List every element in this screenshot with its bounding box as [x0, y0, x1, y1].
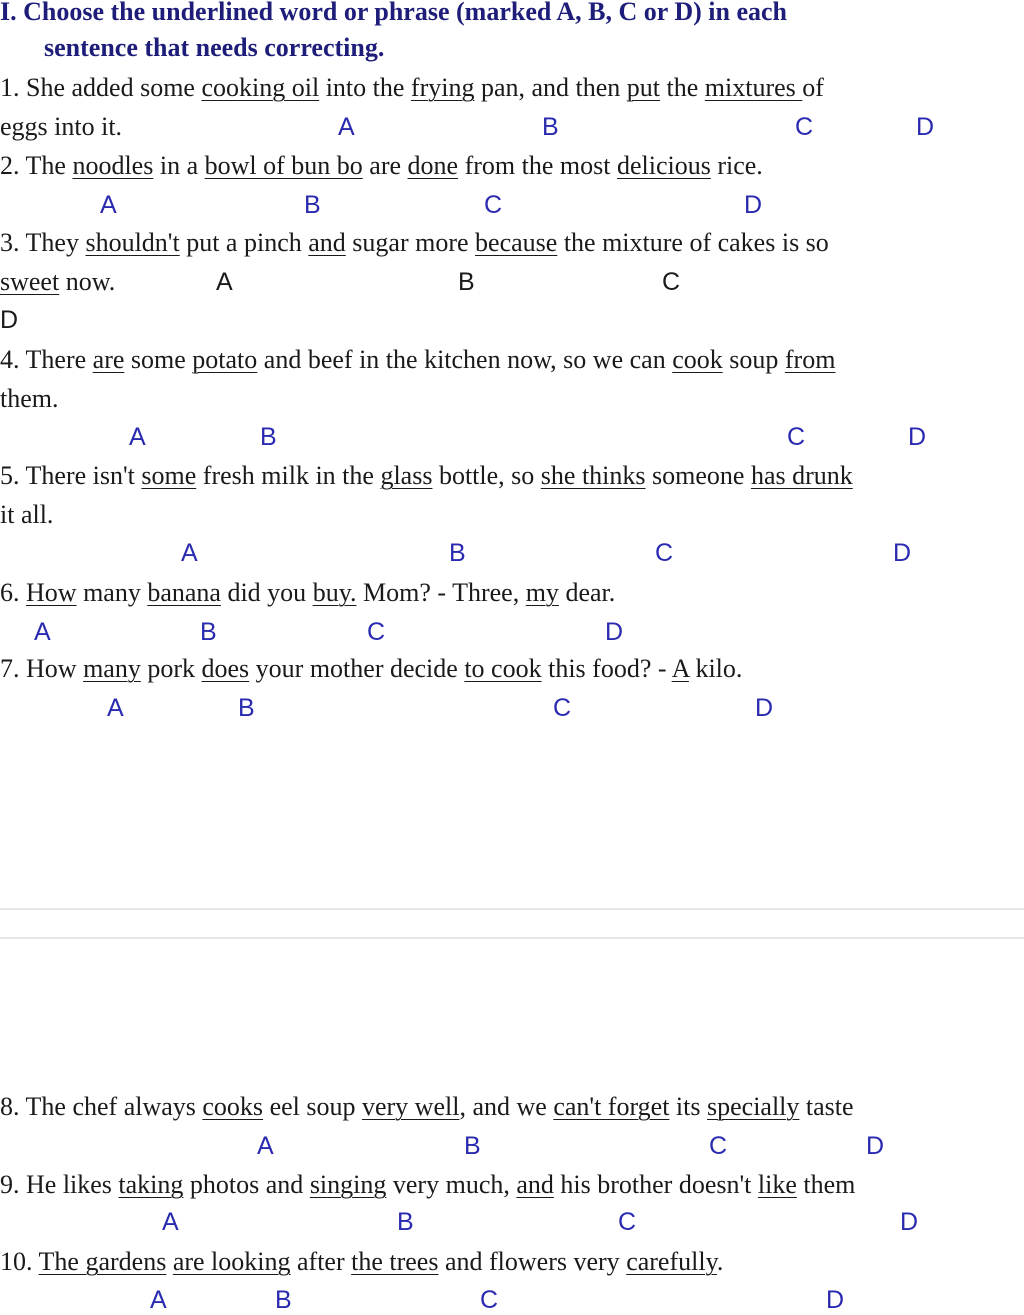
q4-label-d: D: [908, 423, 927, 451]
q2-option-b: bowl of bun bo: [204, 151, 363, 180]
q9-option-c: and: [516, 1170, 554, 1199]
q8-label-a: A: [257, 1132, 274, 1160]
q9-option-b: singing: [309, 1170, 387, 1199]
question-8: 8. The chef always cooks eel soup very well, and we can't forget its specially taste: [0, 1092, 854, 1121]
q9-label-c: C: [618, 1208, 637, 1236]
q8-label-d: D: [866, 1132, 885, 1160]
q3-option-c: because: [475, 228, 558, 257]
q6-label-b: B: [200, 618, 217, 646]
q1-label-c: C: [795, 113, 814, 141]
q1-option-d: mixtures: [704, 73, 803, 102]
q3-option-a: shouldn't: [85, 228, 180, 257]
q4-label-b: B: [260, 423, 277, 451]
q4-option-a: are: [92, 345, 125, 374]
question-4-line-2: them.: [0, 384, 59, 413]
title-line-2: sentence that needs correcting.: [44, 33, 385, 62]
q1-label-a: A: [338, 113, 355, 141]
q2-label-c: C: [484, 191, 503, 219]
q5-label-a: A: [181, 539, 198, 567]
q10-option-c: the trees: [351, 1247, 439, 1276]
question-5-line-2: it all.: [0, 500, 54, 529]
q5-option-d: has drunk: [750, 461, 853, 490]
q1-option-a: cooking oil: [201, 73, 320, 102]
q2-label-d: D: [744, 191, 763, 219]
question-3: 3. They shouldn't put a pinch and sugar more because the mixture of cakes is so: [0, 228, 829, 257]
q9-label-d: D: [900, 1208, 919, 1236]
q9-label-a: A: [162, 1208, 179, 1236]
question-4: 4. There are some potato and beef in the kitchen now, so we can cook soup from: [0, 345, 836, 374]
q7-option-c: to cook: [464, 654, 542, 683]
question-10: 10. The gardens are looking after the trees and flowers very carefully.: [0, 1247, 724, 1276]
q8-option-a: cooks: [202, 1092, 264, 1121]
q1-option-c: put: [626, 73, 661, 102]
q4-option-d: from: [784, 345, 836, 374]
q2-option-c: done: [407, 151, 459, 180]
q7-option-a: many: [83, 654, 141, 683]
q2-label-a: A: [100, 191, 117, 219]
q7-label-d: D: [755, 694, 774, 722]
q8-option-d: specially: [707, 1092, 800, 1121]
q9-option-a: taking: [118, 1170, 184, 1199]
q2-option-a: noodles: [72, 151, 154, 180]
q7-label-c: C: [553, 694, 572, 722]
q1-option-b: frying: [410, 73, 475, 102]
q6-label-d: D: [605, 618, 624, 646]
q6-option-b: banana: [147, 578, 221, 607]
question-6: 6. How many banana did you buy. Mom? - Three, my dear.: [0, 578, 616, 607]
q2-label-b: B: [304, 191, 321, 219]
q4-label-c: C: [787, 423, 806, 451]
q7-option-d: A: [671, 654, 689, 683]
q3-label-b: B: [458, 268, 475, 296]
q3-option-b: and: [308, 228, 346, 257]
question-5: 5. There isn't some fresh milk in the glass bottle, so she thinks someone has drunk: [0, 461, 853, 490]
q5-option-b: glass: [380, 461, 433, 490]
question-7: 7. How many pork does your mother decide to cook this food? - A kilo.: [0, 654, 743, 683]
q5-option-c: she thinks: [540, 461, 646, 490]
q3-option-d: sweet: [0, 267, 60, 296]
q3-label-c: C: [662, 268, 681, 296]
q10-label-d: D: [826, 1286, 845, 1314]
q6-option-c: buy.: [312, 578, 357, 607]
page-gap: [0, 910, 1024, 937]
q2-option-d: delicious: [616, 151, 711, 180]
q3-label-a: A: [216, 268, 233, 296]
q10-option-a: The gardens: [38, 1247, 167, 1276]
q8-label-c: C: [709, 1132, 728, 1160]
q10-label-b: B: [275, 1286, 292, 1314]
q6-label-a: A: [34, 618, 51, 646]
q6-option-d: my: [525, 578, 559, 607]
q1-label-d: D: [916, 113, 935, 141]
q9-label-b: B: [397, 1208, 414, 1236]
q8-label-b: B: [464, 1132, 481, 1160]
q5-label-b: B: [449, 539, 466, 567]
q1-label-b: B: [542, 113, 559, 141]
q10-option-d: carefully: [626, 1247, 717, 1276]
page-gap-line-bottom: [0, 937, 1024, 939]
q10-label-c: C: [480, 1286, 499, 1314]
q4-option-c: cook: [672, 345, 723, 374]
q10-label-a: A: [150, 1286, 167, 1314]
q7-label-a: A: [107, 694, 124, 722]
q8-option-c: can't forget: [553, 1092, 670, 1121]
question-1-line-2: eggs into it.: [0, 112, 123, 141]
q5-option-a: some: [141, 461, 197, 490]
q10-option-b: are looking: [172, 1247, 291, 1276]
q6-label-c: C: [367, 618, 386, 646]
q4-option-b: potato: [192, 345, 258, 374]
q3-label-d: D: [0, 306, 19, 334]
q7-option-b: does: [201, 654, 250, 683]
question-9: 9. He likes taking photos and singing very much, and his brother doesn't like them: [0, 1170, 856, 1199]
q8-option-b: very well: [361, 1092, 460, 1121]
q5-label-c: C: [655, 539, 674, 567]
question-3-line-2: sweet now.: [0, 267, 116, 296]
title-line-1: I. Choose the underlined word or phrase (marked A, B, C or D) in each: [0, 0, 788, 26]
q9-option-d: like: [757, 1170, 797, 1199]
question-1: 1. She added some cooking oil into the frying pan, and then put the mixtures of: [0, 73, 824, 102]
q4-label-a: A: [129, 423, 146, 451]
q7-label-b: B: [238, 694, 255, 722]
q5-label-d: D: [893, 539, 912, 567]
q6-option-a: How: [26, 578, 77, 607]
question-2: 2. The noodles in a bowl of bun bo are done from the most delicious rice.: [0, 151, 763, 180]
